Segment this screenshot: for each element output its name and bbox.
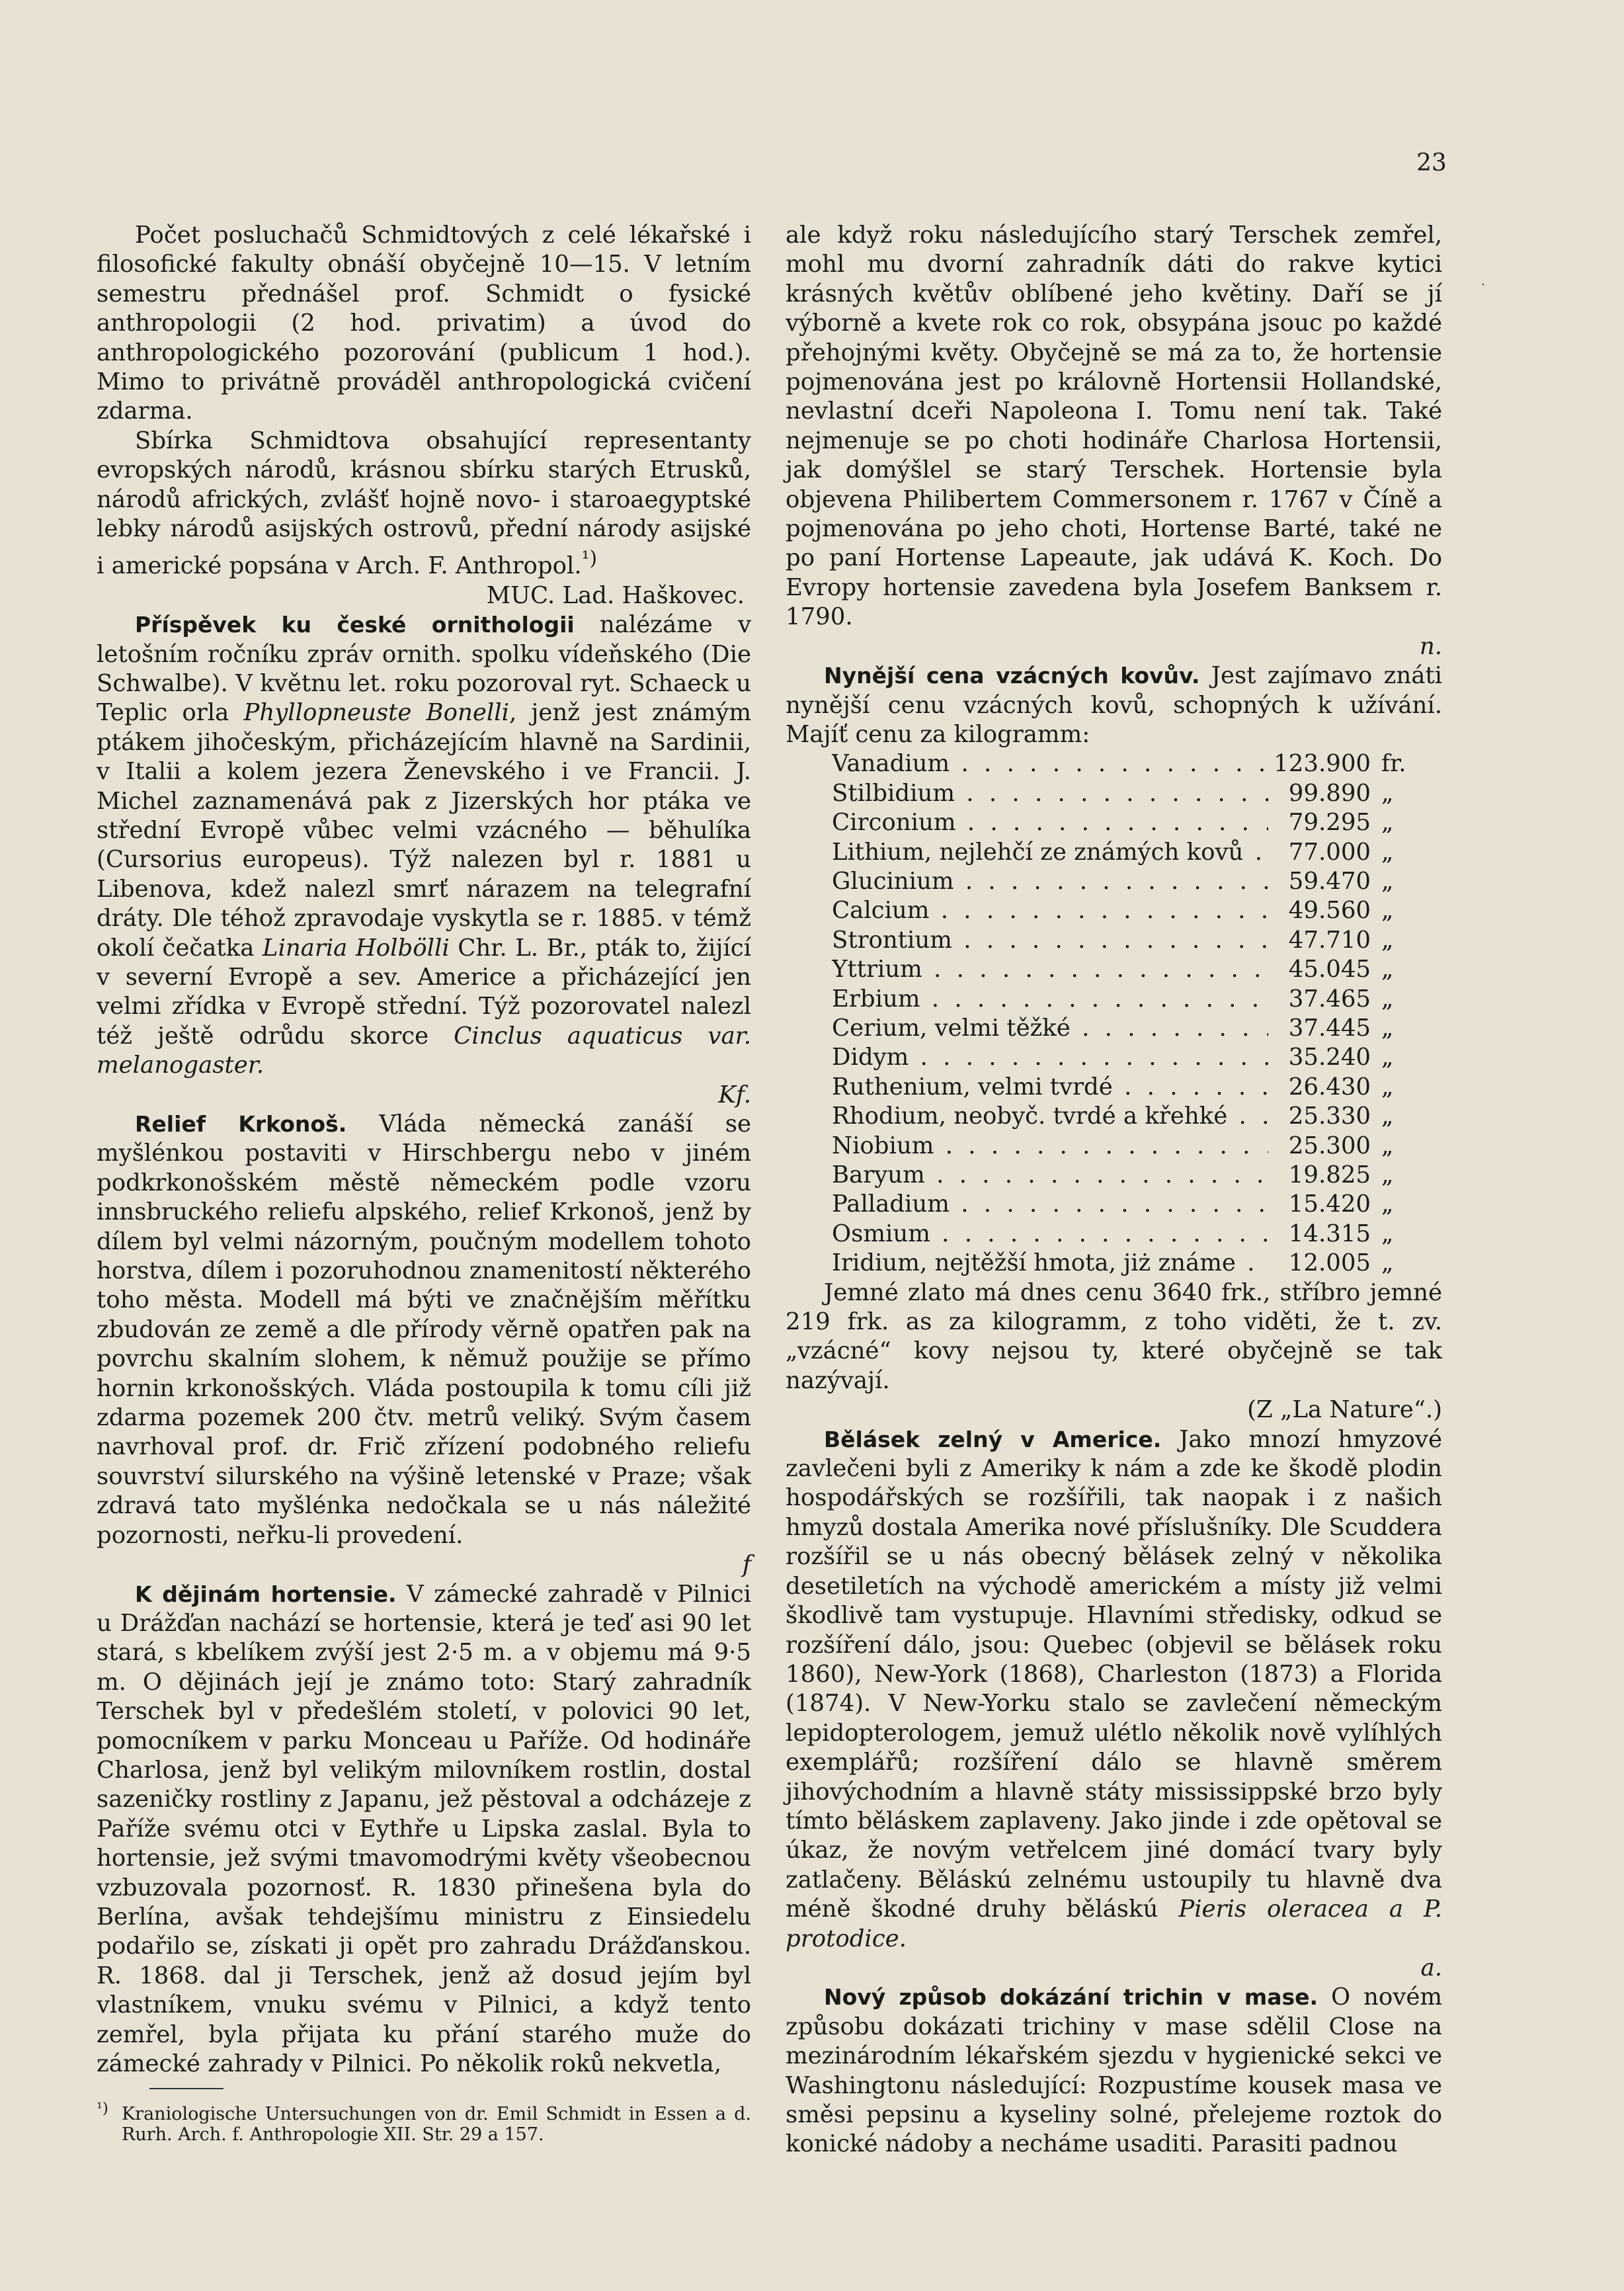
metal-row bbox=[832, 985, 1428, 1014]
metal-price-table bbox=[832, 749, 1428, 1278]
metal-name: Calcium . . . bbox=[832, 896, 1268, 925]
edge-speck: · bbox=[1481, 278, 1485, 292]
trichin-text: O novém způsobu dokázati trichiny v mase sdělil Close na mezinárodním lékařském sjezdu v hygienické sekci ve Washingtonu následující: Rozpustíme kousek masa ve směsi pepsinu a kyseliny solné, přelejeme roztok do konické nádoby a necháme usaditi. Parasiti padnou bbox=[786, 1983, 1442, 2158]
metal-price: 15.420 bbox=[1288, 1190, 1371, 1218]
schmidt-paragraph-1: Počet posluchačů Schmidtových z celé lékařské i filosofické fakulty obnáší obyčejně 10—15. V letním semestru přednášel prof. Schmidt o fysické anthropologii (2 hod. privatim) a úvod do anthropologického pozorování (publicum 1 hod.). Mimo to privátně prováděl anthropologická cvičení zdarma. bbox=[97, 222, 751, 425]
footnote-divider bbox=[149, 2088, 223, 2089]
footnote-mark: ¹) bbox=[97, 2100, 108, 2118]
metal-name: Baryum . . . bbox=[832, 1161, 1268, 1190]
species-name-3: Cinclus aquaticus var. melanogaster. bbox=[97, 1022, 751, 1079]
metal-row bbox=[832, 1014, 1428, 1043]
schmidt-paragraph-2 bbox=[97, 427, 751, 581]
metal-price: 14.315 bbox=[1288, 1220, 1371, 1247]
metal-row bbox=[832, 896, 1428, 925]
metal-unit: „ bbox=[1381, 779, 1394, 807]
metals-intro: Jest zajímavo znáti nynější cenu vzácných kovů, schopných k užívání. Majíť cenu za kilogramm: bbox=[786, 662, 1442, 748]
metal-unit: „ bbox=[1381, 1044, 1394, 1071]
metal-unit: fr. bbox=[1381, 750, 1406, 778]
ornithology-signature: Kf. bbox=[718, 1081, 751, 1108]
ornithology-text-3: Chr. L. Br., pták to, žijící v severní Evropě a sev. Americe a přicházející jen velmi zřídka v Evropě střední. Týž pozorovatel nalezl též ještě odrůdu skorce bbox=[97, 934, 752, 1050]
metal-row bbox=[832, 1102, 1428, 1131]
metal-row bbox=[832, 1161, 1428, 1190]
metals-outro: Jemné zlato má dnes cenu 3640 frk., stříbro jemné 219 frk. as za kilogramm, z toho viděti, že t. zv. „vzácné“ kovy nejsou ty, které obyčejně se tak nazývají. bbox=[786, 1278, 1442, 1394]
metal-name: Vanadium . . . bbox=[832, 749, 1268, 778]
metal-row bbox=[832, 955, 1428, 984]
metal-unit: „ bbox=[1381, 1132, 1394, 1159]
metal-row bbox=[832, 779, 1428, 808]
belasek-species: Pieris oleracea a P. protodice. bbox=[786, 1895, 1442, 1952]
relief-article bbox=[97, 1110, 751, 1550]
metal-price: 123.900 bbox=[1274, 750, 1371, 778]
metal-name: Niobium . . . bbox=[832, 1132, 1268, 1161]
author-byline: MUC. Lad. Haškovec. bbox=[486, 581, 745, 609]
left-column bbox=[97, 221, 751, 2145]
hortensie-article bbox=[97, 1580, 751, 2079]
metal-price: 47.710 bbox=[1288, 926, 1371, 954]
metal-unit: „ bbox=[1381, 956, 1394, 983]
metal-price: 12.005 bbox=[1288, 1249, 1371, 1277]
belasek-text: Jako mnozí hmyzové zavlečeni byli z Ameriky k nám a zde ke škodě plodin hospodářských se rozšířili, tak naopak i z našich hmyzů dostala Amerika nové příslušníky. Dle Scuddera rozšířil se u nás obecný bělásek zelný v několika desetiletích na východě americkém a místy již velmi škodlivě tam vystupuje. Hlavními středisky, odkud se rozšíření dálo, jsou: Quebec (objevil se bělásek roku 1860), New-York (1868), Charleston (1873) a Florida (1874). V New-Yorku stalo se zavlečení německým lepidopterologem, jemuž ulétlo několik nově vylíhlých exemplářů; rozšíření dálo se hlavně směrem jihovýchodním a hlavně státy mississippské brzo byly tímto běláskem zaplaveny. Jako jinde i zde opětoval se úkaz, že novým vetřelcem jiné domácí tvary byly zatlačeny. Běláskú zelnému ustoupily tu hlavně dva méně škodné druhy běláskú bbox=[786, 1425, 1442, 1923]
metal-unit: „ bbox=[1381, 897, 1394, 925]
metal-name: Ruthenium, velmi tvrdé . . . bbox=[832, 1073, 1268, 1102]
metal-unit: „ bbox=[1381, 1190, 1394, 1218]
metal-row bbox=[832, 808, 1428, 837]
ornithology-text-2: , jenž jest známým ptákem jihočeským, přicházejícím hlavně na Sardinii, v Italii a kolem jezera Ženevského i ve Francii. J. Michel zaznamenává pak z Jizerských hor ptáka ve střední Evropě vůbec velmi vzácného — běhulíka (Cursorius europeus). Týž nalezen byl r. 1881 u Libenova, kdež nalezl smrť nárazem na telegrafní dráty. Dle téhož zpravodaje vyskytla se r. 1885. v témž okolí čečatka bbox=[97, 699, 751, 962]
metal-price: 37.445 bbox=[1288, 1014, 1371, 1042]
metal-price: 37.465 bbox=[1288, 985, 1371, 1013]
metal-price: 77.000 bbox=[1288, 838, 1371, 866]
metal-unit: „ bbox=[1381, 926, 1394, 954]
metal-row bbox=[832, 1190, 1428, 1219]
trichin-heading: Nový způsob dokázání trichin v mase. bbox=[824, 1984, 1319, 2011]
footnote bbox=[97, 2099, 751, 2145]
metal-row bbox=[832, 1073, 1428, 1102]
metal-row bbox=[832, 1043, 1428, 1072]
metals-source: (Z „La Nature“.) bbox=[1247, 1396, 1442, 1424]
metal-name: Erbium . . . bbox=[832, 985, 1268, 1014]
metal-price: 25.300 bbox=[1288, 1132, 1371, 1159]
metal-name: Lithium, nejlehčí ze známých kovů . . . bbox=[832, 838, 1268, 867]
metal-unit: „ bbox=[1381, 1014, 1394, 1042]
metal-unit: „ bbox=[1381, 809, 1394, 837]
metal-price: 49.560 bbox=[1288, 897, 1371, 925]
page-number: 23 bbox=[1416, 149, 1447, 177]
schmidt-collection-text: Sbírka Schmidtova obsahující representanty evropských národů, krásnou sbírku starých Etrusků, národů afrických, zvlášť hojně novo- i staroaegyptské lebky národů asijských ostrovů, přední národy asijské i americké popsána v Arch. F. Anthropol. bbox=[97, 427, 751, 580]
metal-price: 45.045 bbox=[1288, 956, 1371, 983]
hortensie-continuation: ale když roku následujícího starý Terschek zemřel, mohl mu dvorní zahradník dáti do rakve kytici krásných květův oblíbené jeho květiny. Daří se jí výborně a kvete rok co rok, obsypána jsouc po každé přehojnými květy. Obyčejně se má za to, že hortensie pojmenována jest po královně Hortensii Hollandské, nevlastní dceři Napoleona I. Tomu není tak. Také nejmenuje se po choti hodináře Charlosa Hortensii, jak domýšlel se starý Terschek. Hortensie byla objevena Philibertem Commersonem r. 1767 v Číně a pojmenována po jeho choti, Hortense Barté, také ne po paní Hortense Lapeaute, jak udává K. Koch. Do Evropy hortensie zavedena byla Josefem Banksem r. 1790. bbox=[786, 222, 1442, 631]
metal-name: Strontium . . . bbox=[832, 926, 1268, 955]
belasek-article bbox=[786, 1425, 1442, 1954]
metals-article bbox=[786, 661, 1442, 749]
metal-row bbox=[832, 749, 1428, 778]
metals-heading: Nynější cena vzácných kovův. bbox=[824, 663, 1200, 689]
metal-row bbox=[832, 838, 1428, 867]
metal-row bbox=[832, 1220, 1428, 1249]
metal-unit: „ bbox=[1381, 867, 1394, 895]
metal-name: Cerium, velmi těžké . . . bbox=[832, 1014, 1268, 1043]
metal-unit: „ bbox=[1381, 1073, 1394, 1101]
metal-price: 19.825 bbox=[1288, 1161, 1371, 1188]
metal-price: 25.330 bbox=[1288, 1103, 1371, 1130]
metal-price: 26.430 bbox=[1288, 1073, 1371, 1101]
metal-row bbox=[832, 926, 1428, 955]
metal-row bbox=[832, 867, 1428, 896]
metal-price: 59.470 bbox=[1288, 867, 1371, 895]
belasek-heading: Bělásek zelný v Americe. bbox=[824, 1426, 1162, 1452]
metal-unit: „ bbox=[1381, 838, 1394, 866]
trichin-article bbox=[786, 1983, 1442, 2159]
species-name-2: Linaria Holbölli bbox=[262, 934, 450, 962]
metal-price: 79.295 bbox=[1288, 809, 1371, 837]
metal-unit: „ bbox=[1381, 1103, 1394, 1130]
metal-name: Didym . . . bbox=[832, 1043, 1268, 1072]
ornithology-article bbox=[97, 610, 751, 1081]
relief-signature: f bbox=[742, 1551, 751, 1579]
metal-name: Iridium, nejtěžší hmota, jiż známe . . . bbox=[832, 1249, 1268, 1278]
belasek-signature: a. bbox=[1420, 1954, 1442, 1981]
metal-price: 35.240 bbox=[1288, 1044, 1371, 1071]
metal-unit: „ bbox=[1381, 1220, 1394, 1247]
metal-name: Rhodium, neobyč. tvrdé a křehké . . . bbox=[832, 1102, 1268, 1131]
species-name-1: Phyllopneuste Bonelli bbox=[243, 699, 509, 727]
metal-name: Yttrium . . . bbox=[832, 955, 1268, 984]
metal-price: 99.890 bbox=[1288, 779, 1371, 807]
hortensie-signature: n. bbox=[1419, 632, 1442, 660]
hortensie-heading: K dějinám hortensie. bbox=[135, 1581, 397, 1607]
footnote-ref: ¹) bbox=[581, 547, 598, 570]
relief-heading: Relief Krkonoš. bbox=[135, 1111, 347, 1138]
metal-name: Palladium . . . bbox=[832, 1190, 1268, 1219]
metal-row bbox=[832, 1132, 1428, 1161]
footnote-text: Kraniologische Untersuchungen von dr. Emil Schmidt in Essen a d. Rurh. Arch. f. Anthropologie XII. Str. 29 a 157. bbox=[122, 2104, 751, 2145]
hortensie-text: V zámecké zahradě v Pilnici u Drážďan nachází se hortensie, která je teď asi 90 let stará, s kbelíkem zvýší jest 2·5 m. a v objemu má 9·5 m. O dějinách její je známo toto: Starý zahradník Terschek byl v předešlém století, v polovici 90 let, pomocníkem v parku Monceau u Paříže. Od hodináře Charlosa, jenž byl velikým milovníkem rostlin, dostal sazeničky rostliny z Japanu, jež pěstoval a odcházeje z Paříže svému otci v Eythře u Lipska zaslal. Byla to hortensie, jež svými tmavomodrými květy všeobecnou vzbuzovala pozornosť. R. 1830 přinešena byla do Berlína, avšak tehdejšímu ministru z Einsiedelu podařilo se, získati ji opět pro zahradu Drážďanskou. R. 1868. dal ji Terschek, jenž až dosud jejím byl vlastníkem, vnuku svému v Pilnici, a když tento zemřel, byla přijata ku přání starého muže do zámecké zahrady v Pilnici. Po několik roků nekvetla, bbox=[97, 1580, 751, 2078]
metal-unit: „ bbox=[1381, 1161, 1394, 1188]
metal-unit: „ bbox=[1381, 985, 1394, 1013]
ornithology-heading: Příspěvek ku české ornithologii bbox=[135, 612, 575, 638]
metal-row bbox=[832, 1249, 1428, 1278]
right-column bbox=[786, 221, 1442, 2159]
ornithology-text-1: nalézáme v letošním ročníku zpráv ornith. spolku vídeňského (Die Schwalbe). V květnu let. roku pozoroval ryt. Schaeck u Teplic orla bbox=[97, 611, 752, 727]
relief-text: Vláda německá zanáší se myšlénkou postaviti v Hirschbergu nebo v jiném podkrkonošském městě německém podle vzoru innsbruckého reliefu alpského, relief Krkonoš, jenž by dílem byl velmi názorným, poučným modellem tohoto horstva, dílem i pozoruhodnou znamenitostí některého toho města. Modell má býti ve značnějším měřítku zbudován ze země a dle přírody věrně opatřen pak na povrchu skalním slohem, k němuž použije se přímo hornin krkonošských. Vláda postoupila k tomu cíli již zdarma pozemek 200 čtv. metrů veliký. Svým časem navrhoval prof. dr. Frič zřízení podobného reliefu souvrství silurského na výšině letenské v Praze; však zdravá tato myšlénka nedočkala se u nás náležité pozornosti, neřku-li provedení. bbox=[97, 1110, 752, 1549]
metal-name: Glucinium . . . bbox=[832, 867, 1268, 896]
metal-name: Stilbidium . . . bbox=[832, 779, 1268, 808]
metal-unit: „ bbox=[1381, 1249, 1394, 1277]
metal-name: Osmium . . . bbox=[832, 1220, 1268, 1249]
metal-name: Circonium . . . bbox=[832, 808, 1268, 837]
